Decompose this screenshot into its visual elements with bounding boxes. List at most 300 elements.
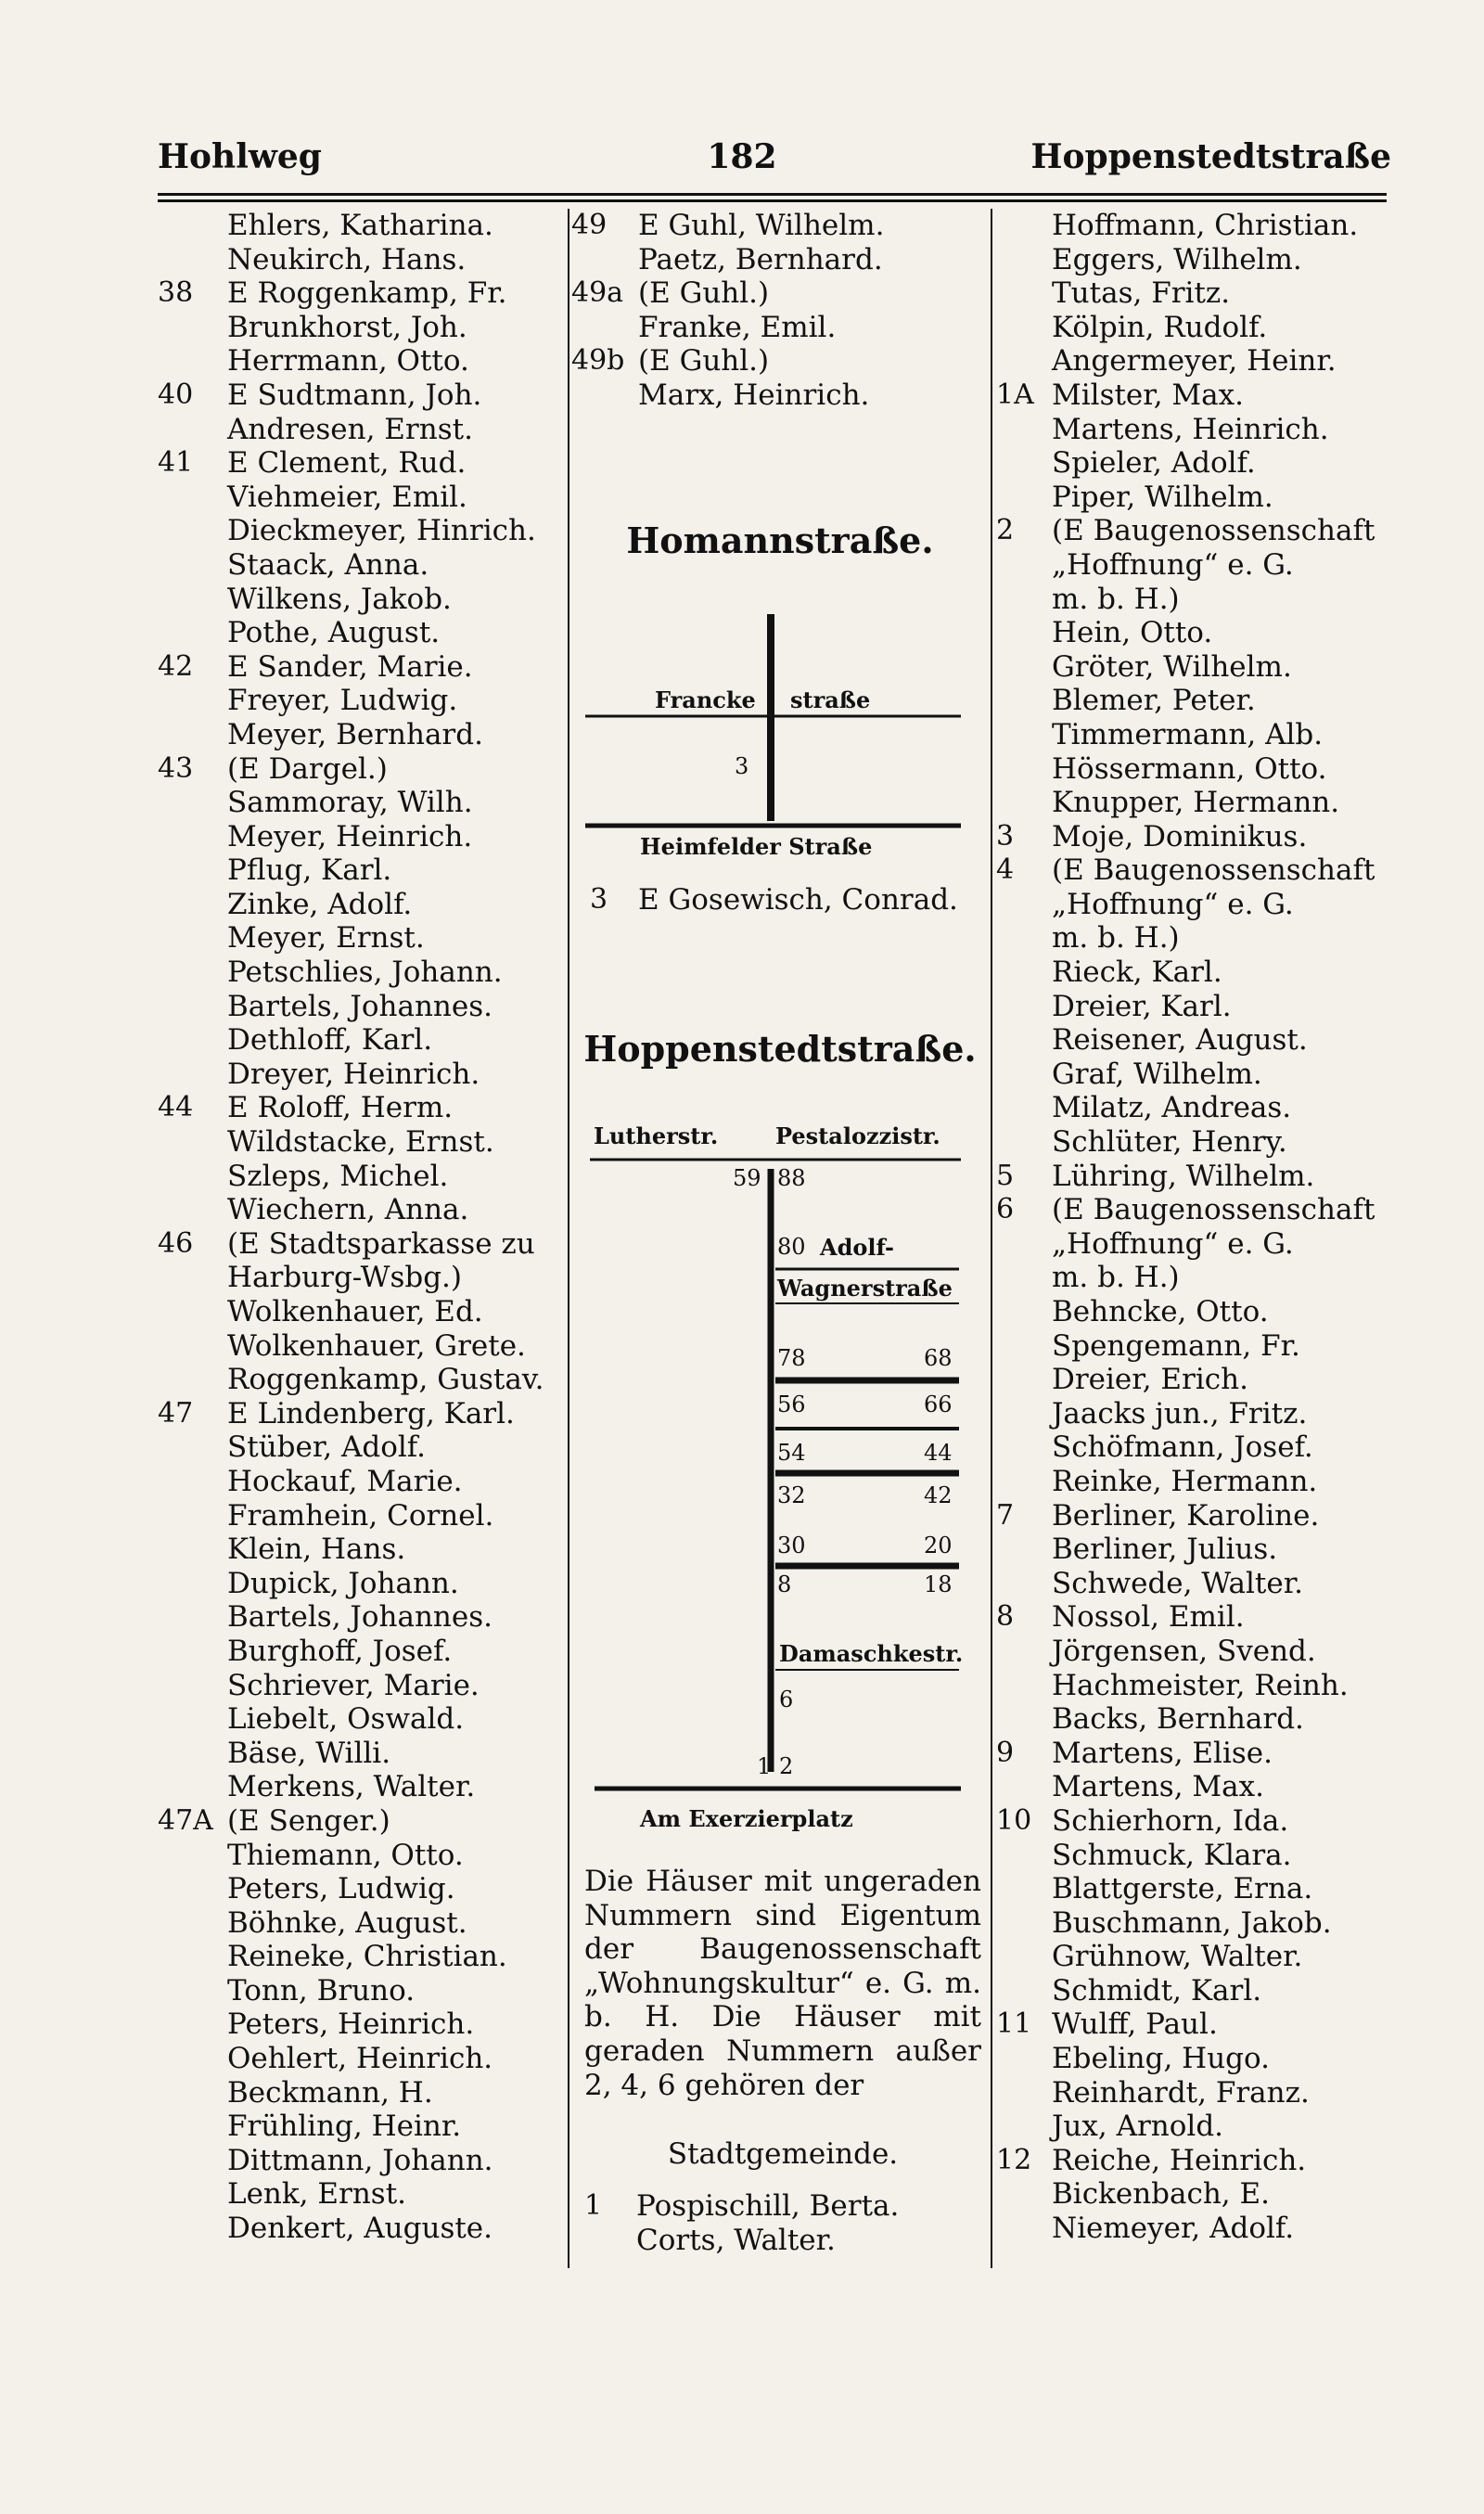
- homann-entry: [590, 883, 989, 917]
- directory-entry: [996, 650, 1395, 685]
- resident-name: Bartels, Johannes.: [227, 1600, 493, 1635]
- resident-name: Neukirch, Hans.: [227, 242, 467, 276]
- resident-name: (E Dargel.): [227, 751, 388, 786]
- directory-entry: [996, 2144, 1395, 2178]
- directory-entry: [158, 209, 566, 243]
- resident-name: Hössermann, Otto.: [1052, 751, 1327, 786]
- damaschke-label: Damaschkestr.: [779, 1640, 964, 1667]
- directory-entry: [996, 1906, 1395, 1941]
- house-59: 59: [733, 1165, 761, 1191]
- directory-entry: [158, 820, 566, 854]
- house-20: 20: [924, 1533, 953, 1558]
- running-head-left: Hohlweg: [158, 137, 322, 176]
- homann-entry-number: 3: [590, 883, 608, 916]
- heimfelder-label: Heimfelder Straße: [640, 833, 873, 860]
- resident-name: Knupper, Hermann.: [1052, 786, 1340, 820]
- directory-entry: [996, 1227, 1395, 1262]
- directory-entry: [996, 583, 1395, 617]
- directory-entry: [996, 1193, 1395, 1227]
- house-number: 2: [996, 514, 1015, 547]
- directory-entry: [996, 786, 1395, 820]
- resident-name: Peters, Heinrich.: [227, 2007, 475, 2042]
- resident-name: Hockauf, Marie.: [227, 1464, 463, 1498]
- directory-entry: [158, 1091, 566, 1125]
- house-1: 1: [757, 1753, 772, 1779]
- resident-name: Milatz, Andreas.: [1052, 1091, 1292, 1125]
- directory-entry: [158, 2177, 566, 2212]
- resident-name: Bickenbach, E.: [1052, 2177, 1270, 2212]
- directory-entry: [996, 413, 1395, 447]
- directory-entry: [996, 1635, 1395, 1669]
- resident-name: Freyer, Ludwig.: [227, 684, 458, 718]
- resident-name: Blattgerste, Erna.: [1052, 1872, 1313, 1906]
- adolf-label: Adolf-: [820, 1234, 894, 1261]
- resident-name: (E Stadtsparkasse zu: [227, 1226, 535, 1261]
- house-number: 46: [158, 1226, 194, 1260]
- resident-name: Sammoray, Wilh.: [227, 786, 473, 820]
- house-68: 68: [924, 1345, 953, 1371]
- directory-entry: [996, 2177, 1395, 2212]
- header-rule-bottom: [158, 199, 1387, 202]
- resident-name: Staack, Anna.: [227, 547, 429, 582]
- resident-name: Dreyer, Heinrich.: [227, 1057, 480, 1091]
- resident-name: Dethloff, Karl.: [227, 1023, 433, 1058]
- resident-name: Tonn, Bruno.: [227, 1973, 416, 2007]
- directory-entry: [996, 1804, 1395, 1839]
- directory-entry: [158, 1635, 566, 1669]
- house-number: 42: [158, 649, 194, 683]
- house-number: 47A: [158, 1803, 213, 1837]
- directory-entry: [996, 1465, 1395, 1499]
- resident-name: E Lindenberg, Karl.: [227, 1396, 515, 1430]
- homann-entry-text: E Gosewisch, Conrad.: [638, 883, 958, 917]
- resident-name: Oehlert, Heinrich.: [227, 2042, 493, 2076]
- resident-name: Piper, Wilhelm.: [1052, 480, 1273, 514]
- directory-entry: [158, 1023, 566, 1058]
- resident-name: Framhein, Cornel.: [227, 1498, 494, 1533]
- directory-entry: [158, 752, 566, 787]
- resident-name: Berliner, Julius.: [1052, 1533, 1278, 1567]
- house-number: 1: [584, 2189, 603, 2222]
- resident-name: Reinhardt, Franz.: [1052, 2075, 1310, 2110]
- column-1: [158, 209, 566, 2246]
- directory-entry: [158, 583, 566, 617]
- directory-entry: [158, 1669, 566, 1703]
- house-number: 9: [996, 1736, 1015, 1769]
- house-56: 56: [777, 1392, 806, 1417]
- directory-entry: [158, 1295, 566, 1329]
- directory-entry: [158, 1499, 566, 1533]
- resident-name: Martens, Elise.: [1052, 1736, 1273, 1770]
- directory-entry: [158, 1770, 566, 1804]
- directory-entry: [158, 276, 566, 311]
- directory-entry: [158, 1702, 566, 1737]
- house-number: 11: [996, 2007, 1032, 2041]
- directory-entry: [158, 1125, 566, 1160]
- house-88: 88: [777, 1165, 806, 1191]
- directory-entry: [996, 311, 1395, 345]
- directory-entry: [158, 1329, 566, 1364]
- resident-name: Franke, Emil.: [638, 310, 837, 344]
- resident-name: Dieckmeyer, Hinrich.: [227, 514, 536, 548]
- resident-name: Lenk, Ernst.: [227, 2177, 407, 2212]
- house-44: 44: [924, 1440, 953, 1466]
- house-54: 54: [777, 1440, 806, 1466]
- resident-name: Andresen, Ernst.: [227, 412, 473, 446]
- directory-entry: [996, 956, 1395, 990]
- house-number: 44: [158, 1091, 194, 1124]
- resident-name: m. b. H.): [1052, 582, 1180, 616]
- resident-name: Moje, Dominikus.: [1052, 819, 1308, 853]
- directory-entry: [158, 311, 566, 345]
- directory-entry: [158, 616, 566, 650]
- resident-name: Dittmann, Johann.: [227, 2143, 493, 2177]
- directory-entry: [996, 1669, 1395, 1703]
- resident-name: Schwede, Walter.: [1052, 1566, 1303, 1600]
- resident-name: Viehmeier, Emil.: [227, 480, 467, 514]
- resident-name: (E Guhl.): [638, 276, 770, 311]
- directory-entry: [996, 209, 1395, 243]
- resident-name: Rieck, Karl.: [1052, 956, 1222, 990]
- column-2-top: [571, 209, 989, 413]
- house-30: 30: [777, 1533, 806, 1558]
- resident-name: Nossol, Emil.: [1052, 1600, 1245, 1635]
- directory-entry: [158, 2007, 566, 2042]
- resident-name: Bäse, Willi.: [227, 1736, 391, 1770]
- resident-name: Lühring, Wilhelm.: [1052, 1159, 1315, 1193]
- resident-name: Graf, Wilhelm.: [1052, 1057, 1262, 1091]
- directory-entry: [996, 2007, 1395, 2042]
- resident-name: (E Baugenossenschaft: [1052, 1193, 1375, 1227]
- resident-name: Reinke, Hermann.: [1052, 1464, 1318, 1498]
- column-3: [996, 209, 1395, 2246]
- directory-entry: [571, 209, 989, 243]
- directory-entry: [158, 413, 566, 447]
- resident-name: Meyer, Ernst.: [227, 921, 425, 956]
- resident-name: Pflug, Karl.: [227, 853, 392, 888]
- house-32: 32: [777, 1482, 806, 1508]
- resident-name: Petschlies, Johann.: [227, 956, 503, 990]
- directory-entry: [158, 1533, 566, 1567]
- directory-entry: [158, 514, 566, 548]
- directory-entry: [158, 1397, 566, 1431]
- running-head-right: Hoppenstedtstraße: [1030, 137, 1391, 176]
- resident-name: E Roggenkamp, Fr.: [227, 276, 507, 311]
- house-number: 47: [158, 1396, 194, 1430]
- resident-name: Hachmeister, Reinh.: [1052, 1668, 1349, 1702]
- directory-entry: [996, 1091, 1395, 1125]
- resident-name: Roggenkamp, Gustav.: [227, 1363, 544, 1397]
- resident-name: Dreier, Erich.: [1052, 1363, 1248, 1397]
- resident-name: Schmuck, Klara.: [1052, 1838, 1292, 1872]
- resident-name: Szleps, Michel.: [227, 1159, 449, 1193]
- resident-name: Paetz, Bernhard.: [638, 242, 883, 276]
- directory-entry: [996, 1261, 1395, 1295]
- resident-name: E Guhl, Wilhelm.: [638, 209, 885, 242]
- directory-entry: [996, 1600, 1395, 1635]
- resident-name: Kölpin, Rudolf.: [1052, 310, 1268, 344]
- directory-entry: [158, 1940, 566, 1974]
- directory-entry: [996, 1295, 1395, 1329]
- directory-entry: [996, 1702, 1395, 1737]
- exerzierplatz-label: Am Exerzierplatz: [640, 1805, 853, 1832]
- house-2: 2: [779, 1753, 794, 1779]
- resident-name: Milster, Max.: [1052, 378, 1244, 412]
- resident-name: Brunkhorst, Joh.: [227, 310, 467, 344]
- resident-name: Schierhorn, Ida.: [1052, 1803, 1289, 1838]
- directory-entry: [996, 1125, 1395, 1160]
- directory-entry: [158, 1430, 566, 1465]
- wagner-label: Wagnerstraße: [777, 1275, 953, 1302]
- directory-entry: [571, 378, 989, 413]
- directory-entry: [584, 2189, 989, 2224]
- house-number: 10: [996, 1803, 1032, 1837]
- directory-entry: [158, 378, 566, 413]
- homann-map: [571, 603, 989, 835]
- resident-name: Berliner, Karoline.: [1052, 1498, 1320, 1533]
- directory-entry: [996, 1397, 1395, 1431]
- house-number: 41: [158, 446, 194, 480]
- directory-entry: [996, 990, 1395, 1024]
- resident-name: Pothe, August.: [227, 616, 441, 650]
- column-divider-right: [991, 209, 992, 2268]
- resident-name: m. b. H.): [1052, 921, 1180, 956]
- directory-entry: [158, 2076, 566, 2110]
- directory-entry: [571, 243, 989, 277]
- house-number: 49b: [571, 344, 625, 378]
- resident-name: Schlüter, Henry.: [1052, 1125, 1287, 1160]
- resident-name: E Sander, Marie.: [227, 649, 473, 684]
- directory-entry: [158, 1839, 566, 1873]
- resident-name: E Roloff, Herm.: [227, 1091, 454, 1125]
- resident-name: Hein, Otto.: [1052, 616, 1213, 650]
- directory-entry: [158, 446, 566, 481]
- resident-name: (E Guhl.): [638, 344, 770, 378]
- homann-house-3: 3: [735, 753, 749, 779]
- house-80: 80: [777, 1234, 806, 1260]
- resident-name: Meyer, Bernhard.: [227, 717, 483, 751]
- directory-entry: [571, 344, 989, 378]
- directory-entry: [158, 548, 566, 583]
- house-number: 49a: [571, 276, 624, 310]
- directory-entry: [158, 1363, 566, 1397]
- resident-name: Jaacks jun., Fritz.: [1052, 1396, 1308, 1430]
- directory-entry: [996, 1329, 1395, 1364]
- directory-entry: [158, 956, 566, 990]
- directory-entry: [158, 888, 566, 922]
- resident-name: Reiche, Heinrich.: [1052, 2143, 1307, 2177]
- resident-name: Meyer, Heinrich.: [227, 819, 473, 853]
- resident-name: Wulff, Paul.: [1052, 2007, 1218, 2042]
- house-number: 4: [996, 853, 1015, 887]
- directory-entry: [996, 1737, 1395, 1771]
- resident-name: Ehlers, Katharina.: [227, 209, 493, 242]
- directory-entry: [996, 752, 1395, 787]
- directory-entry: [996, 1023, 1395, 1058]
- resident-name: Peters, Ludwig.: [227, 1872, 455, 1906]
- directory-entry: [158, 1261, 566, 1295]
- directory-entry: [996, 1058, 1395, 1092]
- house-number: 43: [158, 751, 194, 785]
- directory-entry: [158, 684, 566, 718]
- directory-entry: [158, 1160, 566, 1194]
- homann-street-title: Homannstraße.: [626, 519, 934, 561]
- directory-entry: [996, 2110, 1395, 2144]
- resident-name: Frühling, Heinr.: [227, 2110, 462, 2144]
- resident-name: Blemer, Peter.: [1052, 684, 1256, 718]
- resident-name: Wilkens, Jakob.: [227, 582, 452, 616]
- resident-name: Wolkenhauer, Grete.: [227, 1328, 526, 1363]
- house-66: 66: [924, 1392, 953, 1417]
- resident-name: Corts, Walter.: [636, 2223, 836, 2257]
- resident-name: Ebeling, Hugo.: [1052, 2042, 1270, 2076]
- resident-name: Martens, Max.: [1052, 1770, 1264, 1804]
- resident-name: Timmermann, Alb.: [1052, 717, 1324, 751]
- resident-name: Wiechern, Anna.: [227, 1193, 469, 1227]
- house-number: 7: [996, 1498, 1015, 1532]
- resident-name: „Hoffnung“ e. G.: [1052, 1226, 1294, 1261]
- resident-name: Reineke, Christian.: [227, 1940, 507, 1974]
- directory-entry: [996, 481, 1395, 515]
- directory-entry: [996, 2042, 1395, 2076]
- directory-entry: [158, 1193, 566, 1227]
- hoppen-street-title: Hoppenstedtstraße.: [583, 1028, 977, 1070]
- resident-name: Jörgensen, Svend.: [1052, 1634, 1316, 1668]
- resident-name: m. b. H.): [1052, 1261, 1180, 1295]
- directory-entry: [158, 2110, 566, 2144]
- resident-name: Wolkenhauer, Ed.: [227, 1295, 483, 1328]
- resident-name: Herrmann, Otto.: [227, 344, 469, 378]
- directory-entry: [996, 1872, 1395, 1906]
- house-number: 38: [158, 276, 194, 310]
- resident-name: Dreier, Karl.: [1052, 989, 1232, 1023]
- directory-entry: [996, 548, 1395, 583]
- resident-name: Pospischill, Berta.: [636, 2189, 900, 2223]
- directory-entry: [996, 514, 1395, 548]
- directory-entry: [158, 1567, 566, 1601]
- resident-name: Reisener, August.: [1052, 1023, 1308, 1058]
- resident-name: Denkert, Auguste.: [227, 2212, 493, 2246]
- directory-entry: [158, 1058, 566, 1092]
- resident-name: Schriever, Marie.: [227, 1668, 480, 1702]
- resident-name: Hoffmann, Christian.: [1052, 209, 1359, 242]
- column-divider-left: [568, 209, 569, 2268]
- resident-name: Spieler, Adolf.: [1052, 446, 1256, 481]
- directory-entry: [158, 2212, 566, 2246]
- directory-entry: [158, 1906, 566, 1941]
- resident-name: Liebelt, Oswald.: [227, 1702, 465, 1737]
- directory-entry: [158, 718, 566, 752]
- house-18: 18: [924, 1571, 953, 1597]
- house-6: 6: [779, 1687, 794, 1712]
- resident-name: Niemeyer, Adolf.: [1052, 2212, 1295, 2246]
- directory-entry: [996, 1940, 1395, 1974]
- directory-entry: [996, 1430, 1395, 1465]
- resident-name: Wildstacke, Ernst.: [227, 1125, 494, 1160]
- resident-name: Thiemann, Otto.: [227, 1838, 464, 1872]
- resident-name: Spengemann, Fr.: [1052, 1328, 1300, 1363]
- resident-name: Schmidt, Karl.: [1052, 1973, 1262, 2007]
- resident-name: (E Baugenossenschaft: [1052, 514, 1375, 548]
- pestalozzi-label: Pestalozzistr.: [775, 1122, 940, 1149]
- resident-name: Backs, Bernhard.: [1052, 1702, 1304, 1737]
- directory-entry: [996, 1363, 1395, 1397]
- house-number: 3: [996, 819, 1015, 853]
- directory-entry: [996, 1770, 1395, 1804]
- house-number: 8: [996, 1600, 1015, 1634]
- directory-entry: [996, 2212, 1395, 2246]
- resident-name: Stüber, Adolf.: [227, 1430, 427, 1465]
- directory-entry: [996, 276, 1395, 311]
- resident-name: Buschmann, Jakob.: [1052, 1905, 1332, 1940]
- directory-entry: [158, 921, 566, 956]
- directory-entry: [158, 650, 566, 685]
- directory-entry: [158, 1872, 566, 1906]
- directory-entry: [158, 1465, 566, 1499]
- directory-entry: [996, 1533, 1395, 1567]
- strasse-label: straße: [790, 686, 871, 713]
- directory-entry: [996, 616, 1395, 650]
- resident-name: Schöfmann, Josef.: [1052, 1430, 1313, 1465]
- directory-entry: [158, 853, 566, 888]
- house-number: 5: [996, 1159, 1015, 1192]
- francke-label: Francke: [655, 686, 756, 713]
- column-2-bottom: [584, 2189, 989, 2257]
- directory-entry: [996, 718, 1395, 752]
- directory-entry: [996, 1974, 1395, 2008]
- resident-name: Jux, Arnold.: [1052, 2110, 1224, 2144]
- directory-entry: [584, 2224, 989, 2258]
- directory-entry: [996, 1839, 1395, 1873]
- resident-name: Grühnow, Walter.: [1052, 1940, 1303, 1974]
- directory-entry: [158, 990, 566, 1024]
- directory-entry: [158, 1600, 566, 1635]
- directory-entry: [158, 2042, 566, 2076]
- house-number: 12: [996, 2143, 1032, 2176]
- resident-name: Marx, Heinrich.: [638, 378, 870, 412]
- house-number: 6: [996, 1193, 1015, 1226]
- directory-entry: [996, 2076, 1395, 2110]
- resident-name: Burghoff, Josef.: [227, 1634, 453, 1668]
- resident-name: Behncke, Otto.: [1052, 1295, 1269, 1328]
- directory-entry: [996, 1567, 1395, 1601]
- house-78: 78: [777, 1345, 806, 1371]
- resident-name: E Clement, Rud.: [227, 446, 467, 481]
- resident-name: Tutas, Fritz.: [1052, 276, 1231, 311]
- directory-entry: [158, 1804, 566, 1839]
- resident-name: Merkens, Walter.: [227, 1770, 476, 1804]
- luther-label: Lutherstr.: [594, 1122, 719, 1149]
- directory-entry: [996, 921, 1395, 956]
- house-number: 40: [158, 378, 194, 411]
- page-number: 182: [707, 137, 777, 176]
- directory-entry: [996, 344, 1395, 378]
- directory-entry: [996, 243, 1395, 277]
- directory-entry: [158, 1974, 566, 2008]
- directory-entry: [158, 243, 566, 277]
- resident-name: Klein, Hans.: [227, 1533, 406, 1567]
- resident-name: Eggers, Wilhelm.: [1052, 242, 1302, 276]
- directory-entry: [996, 1499, 1395, 1533]
- house-8: 8: [777, 1571, 792, 1597]
- resident-name: „Hoffnung“ e. G.: [1052, 547, 1294, 582]
- resident-name: Harburg-Wsbg.): [227, 1261, 462, 1295]
- resident-name: (E Baugenossenschaft: [1052, 853, 1375, 888]
- directory-entry: [158, 2144, 566, 2178]
- directory-entry: [996, 820, 1395, 854]
- resident-name: Angermeyer, Heinr.: [1052, 344, 1337, 378]
- ownership-note-end: Stadtgemeinde.: [667, 2137, 899, 2171]
